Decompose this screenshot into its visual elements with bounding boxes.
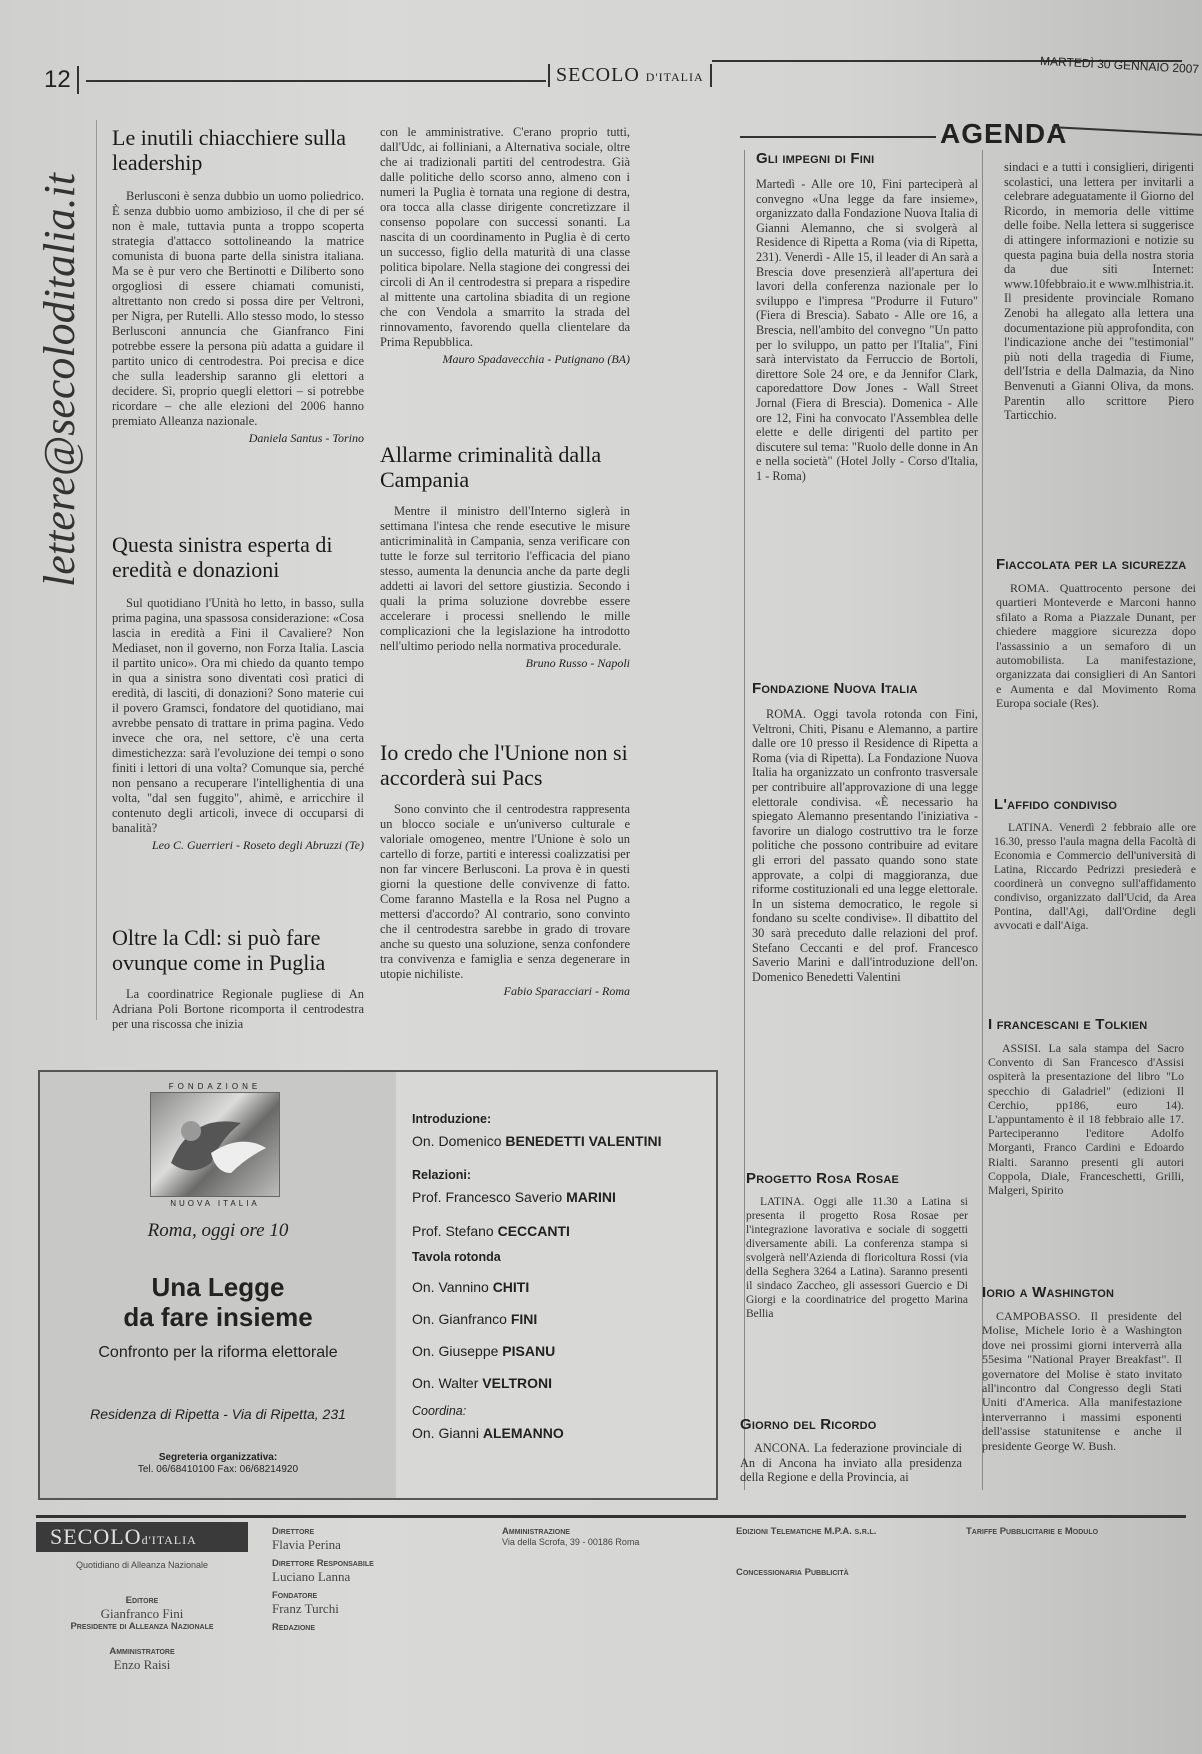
- letter-signature: Mauro Spadavecchia - Putignano (BA): [442, 352, 630, 366]
- letter-title: Le inutili chiacchiere sulla leadership: [112, 125, 346, 175]
- direttore-responsabile-label: Direttore Responsabile: [272, 1558, 374, 1569]
- ad-title-line-2: da fare insieme: [123, 1302, 313, 1332]
- editore-label: Editore: [125, 1595, 159, 1606]
- letter-1: [112, 125, 364, 446]
- ad-subtitle: Confronto per la riforma elettorale: [98, 1344, 338, 1361]
- letter-signature: Fabio Sparacciari - Roma: [503, 984, 630, 998]
- footer-col-print: [736, 1526, 946, 1578]
- editore-role: Presidente di Alleanza Nazionale: [70, 1621, 214, 1632]
- relazioni-label: Relazioni:: [412, 1168, 472, 1182]
- relazioni-speaker: Prof. Francesco Saverio MARINI: [412, 1189, 616, 1205]
- redazione-label: Redazione: [272, 1622, 316, 1633]
- section-heading: I francescani e Tolkien: [988, 1016, 1148, 1033]
- section-body: Martedì - Alle ore 10, Fini parteciperà al convegno «Una legge da fare insieme», organizzato dalla Fondazione Nuova Italia di Gianni Alemanno, che si svolgerà al Residence di Ripetta a Roma (via di Ripetta, 231). Venerdì - Alle 15, il leader di An sarà a Brescia dove presenzierà all'apertura dei lavori della conferenza nazionale per lo sviluppo e l'impresa "Produrre il Futuro" (Fiera di Brescia). Sabato - Alle ore 16, a Brescia, nell'ambito del convegno "Un patto per lo sviluppo, un patto per l'Italia", Fini sarà intervistato da Ferruccio de Bortoli, direttore Sole 24 ore, e da Jennifor Clark, caporedattore Dow Jones - Wall Street Jornal (Fiera di Brescia). Domenica - Alle ore 12, Fini ha convocato l'Assemblea delle elette e delle dirigenti del partito per discutere sul tema: "Ruolo delle donne in An e nella società" (Hotel Jolly - Corso d'Italia, 1 - Roma): [756, 177, 978, 483]
- letter-title: Io credo che l'Unione non si accorderà sui Pacs: [380, 740, 628, 790]
- agenda-affido: [994, 796, 1196, 933]
- agenda-francescani: [988, 1016, 1184, 1197]
- agenda-iorio: [982, 1284, 1182, 1453]
- pubblicita-label: Concessionaria Pubblicità: [736, 1567, 849, 1578]
- letter-3-continued: [380, 125, 630, 367]
- section-body: ROMA. Oggi tavola rotonda con Fini, Veltroni, Chiti, Pisanu e Alemanno, a partire dalle ore 10 presso il Residence di Ripetta a Roma (via di Ripetta). La Fondazione Nuova Italia ha organizzato un confronto trasversale per contribuire all'approvazione di una legge elettorale condivisa. «È necessario ha spiegato Alemanno presentando l'iniziativa - favorire un dialogo costruttivo tra le forze politiche che possono contribuire ad evitare gli errori del passato quando sono state approvate, a colpi di maggioranza, due riforme costituzionali ed una legge elettorale. In un sistema democratico, le regole si fondano su scelte condivise». Il dibattito del 30 sarà preceduto dalle relazioni del prof. Stefano Ceccanti e del prof. Francesco Saverio Marini e dall'introduzione dell'on. Domenico Benedetti Valentini: [752, 707, 978, 984]
- letter-3: [112, 925, 364, 1032]
- section-heading: Fiaccolata per la sicurezza: [996, 556, 1187, 573]
- section-heading: Progetto Rosa Rosae: [746, 1170, 900, 1187]
- letters-email-label: lettere@secoloditalia.it: [35, 173, 84, 587]
- fondazione-logo: [150, 1092, 280, 1197]
- agenda-rule-left: [740, 136, 936, 138]
- logo-top-text: FONDAZIONE: [168, 1082, 262, 1091]
- letter-title: Questa sinistra esperta di eredità e donazioni: [112, 532, 333, 582]
- section-body: ASSISI. La sala stampa del Sacro Convento di San Francesco d'Assisi ospiterà la presentazione del libro "Lo specchio di Galadriel" (edizioni Il Cerchio, pp186, euro 14). L'appuntamento è il 18 febbraio alle 17. Parteciperanno l'editore Adolfo Morganti, Franco Cardini e Edoardo Rialti. Saranno presenti gli autori Coppola, Diale, Franceschetti, Grilli, Malgeri, Spirito: [988, 1041, 1184, 1198]
- letter-5: [380, 740, 630, 999]
- ad-speakers: [412, 1102, 712, 1444]
- logo-bottom-text: NUOVA ITALIA: [170, 1199, 260, 1208]
- amministrazione-label: Amministrazione: [502, 1526, 570, 1537]
- footer-col-rates: [966, 1526, 1176, 1537]
- ad-secretariat-label: Segreteria organizzativa:: [158, 1452, 278, 1463]
- amministrazione-address: Via della Scrofa, 39 - 00186 Roma: [502, 1537, 640, 1547]
- ad-title: [40, 1272, 396, 1332]
- agenda-rosa: [746, 1170, 968, 1321]
- letter-signature: Daniela Santus - Torino: [248, 431, 364, 445]
- section-body: LATINA. Venerdì 2 febbraio alle ore 16.30, presso l'aula magna della Facoltà di Economia e Commercio dell'università di Latina, Riccardo Pedrizzi presiederà e coordinerà un convegno sull'affidamento condiviso, organizzato dall'Ucid, da Area Pontina, dall'Agi, dall'Ordine degli avvocati e dall'Aiga.: [994, 822, 1196, 932]
- section-heading: L'affido condiviso: [994, 796, 1118, 813]
- letter-signature: Bruno Russo - Napoli: [525, 656, 630, 670]
- amministratore-name: Enzo Raisi: [113, 1657, 171, 1672]
- footer-logo: [36, 1522, 248, 1552]
- letter-body: Sul quotidiano l'Unità ho letto, in basso, sulla prima pagina, una spassosa considerazione: «Cosa lascia in eredità a Fini il Cavaliere? Non Mediaset, non il governo, non Forza Italia. Lascia il partito unico». Ora mi chiedo da quanto tempo in qua a sinistra sono diventati così pratici di eredità, di lasciti, di donazioni? Sono materie cui il povero Gramsci, fondatore del quotidiano, mai avrebbe pensato di trattare in prima pagina. Vedo invece che ora, nel settore, c'è una certa dimestichezza: sarà l'evoluzione dei tempi o sono finiti i lettori di una volta? Comunque sia, perché non pensano a recuperare l'intellighentia di una volta, "dal sen fuggito", ahimè, e arricchire il contenuto degli articoli, invece di occuparsi di banalità?: [112, 596, 365, 835]
- ad-venue: Residenza di Ripetta - Via di Ripetta, 231: [90, 1406, 346, 1422]
- section-body: sindaci e a tutti i consiglieri, dirigenti scolastici, una lettera per invitarli a celebrare adeguatamente il Giorno del Ricordo, in memoria delle vittime delle foibe. Nella lettera si suggerisce di attingere informazioni e notizie su questa pagina buia della nostra storia da due siti Internet: www.10febbraio.it e www.mlhistria.it. Il presidente provinciale Romano Zenobi ha allegato alla lettera una documentazione più approfondita, con l'indicazione anche dei "testimonial" più noti della tragedia di Fiume, dell'Istria e della Dalmazia, da Nino Benvenuti a Gianni Oliva, da mons. Parentin allo scrittore Piero Tarticchio.: [1004, 160, 1194, 423]
- section-heading: Giorno del Ricordo: [740, 1416, 877, 1433]
- agenda-column-rule: [744, 150, 745, 1490]
- tariffe-label: Tariffe Pubblicitarie e Modulo: [966, 1526, 1099, 1537]
- ad-secretariat-phone: Tel. 06/68410100 Fax: 06/68214920: [137, 1464, 299, 1475]
- masthead-suffix: D'ITALIA: [645, 70, 704, 84]
- ad-title-line-1: Una Legge: [151, 1272, 285, 1302]
- tavola-speaker: On. Giuseppe PISANU: [412, 1343, 556, 1359]
- section-heading: Gli impegni di Fini: [756, 150, 875, 167]
- section-body: ROMA. Quattrocento persone dei quartieri Monteverde e Marconi hanno sfilato a Roma a Piazzale Dunant, per chiedere maggiore sicurezza dopo l'assassinio a un semaforo di un automobilista. La manifestazione, organizzata dai consiglieri di An Santori e Aumenta e dal Movimento Roma Europa sociale (Res).: [996, 581, 1196, 711]
- agenda-ricordo-continued: [1004, 160, 1194, 423]
- colophon: [36, 1520, 1186, 1720]
- masthead: [548, 64, 712, 87]
- section-heading: Fondazione Nuova Italia: [752, 680, 918, 697]
- letter-title: Oltre la Cdl: si può fare ovunque come in Puglia: [112, 925, 326, 975]
- ad-secretariat: [40, 1452, 396, 1476]
- letter-4: [380, 442, 630, 671]
- agenda-impegni: [756, 150, 978, 483]
- fondatore-label: Fondatore: [272, 1590, 318, 1601]
- section-body: CAMPOBASSO. Il presidente del Molise, Michele Iorio è a Washington dove nei prossimi giorni interverrà alla 55esima "National Prayer Breakfast". Il governatore del Molise è stato invitato all'incontro dal Congresso degli Stati Uniti d'America. Alla manifestazione interverranno i massimi esponenti dell'assise statunitense e anche il presidente George W. Bush.: [982, 1309, 1182, 1453]
- section-body: ANCONA. La federazione provinciale di An di Ancona ha inviato alla presidenza della Regione e della Provincia, ai: [740, 1441, 962, 1485]
- editore-name: Gianfranco Fini: [100, 1606, 184, 1621]
- ad-left-panel: [40, 1072, 396, 1498]
- letter-title: Allarme criminalità dalla Campania: [380, 442, 602, 492]
- section-heading: Iorio a Washington: [982, 1284, 1115, 1301]
- footer-col-admin: [502, 1526, 722, 1548]
- header-rule-left: [86, 80, 546, 82]
- agenda-fondazione: [752, 680, 978, 984]
- footer-col-publisher: [36, 1560, 248, 1678]
- page-number: 12: [44, 66, 79, 94]
- column-rule: [96, 120, 97, 1020]
- amministratore-label: Amministratore: [109, 1646, 175, 1657]
- footer-logo-name: SECOLO: [50, 1524, 142, 1549]
- agenda-fiaccolata: [996, 556, 1196, 711]
- stampa-label: Edizioni Telematiche M.P.A. s.r.l.: [736, 1526, 877, 1537]
- intro-label: Introduzione:: [412, 1112, 492, 1126]
- footer-col-direction: [272, 1526, 472, 1633]
- event-advertisement: [38, 1070, 718, 1500]
- ad-date-time: Roma, oggi ore 10: [147, 1220, 289, 1241]
- letter-2: [112, 532, 364, 853]
- letter-body: Mentre il ministro dell'Interno siglerà in settimana l'intesa che rende esecutive le misure anticriminalità in Campania, senza verificare con tutte le forze sul territorio l'efficacia del piano stesso, aumenta la denuncia anche da parte degli addetti ai lavori del settore giustizia. Secondo i quali la prima soluzione dovrebbe essere accelerare i processi snellendo le mille complicazioni che la legislazione ha introdotto nell'ultimo periodo nella normativa procedurale.: [380, 504, 630, 653]
- agenda-title: AGENDA: [940, 118, 1068, 149]
- fondatore-name: Franz Turchi: [272, 1601, 339, 1616]
- issue-date: MARTEDÌ 30 GENNAIO 2007: [1039, 53, 1200, 77]
- agenda-rule-right: [1052, 126, 1202, 136]
- coordina-speaker: On. Gianni ALEMANNO: [412, 1425, 564, 1441]
- letter-body: Sono convinto che il centrodestra rappresenta un blocco sociale e un'universo culturale e valoriale omogeneo, mentre l'Unione è solo un cartello di forze, partiti e interessi coalizzatisi per non far vincere Berlusconi. La prova è in questi giorni la questione delle convivenze di fatto. Come faranno Mastella e la Rosa nel Pugno a mettersi d'accordo? Al contrario, sono convinto che il centrodestra sarebbe in grado di trovare anche su questo una soluzione, senza confondere tra convivenza e famiglia e senza degenerare in utopie nichiliste.: [380, 802, 630, 981]
- relazioni-speaker: Prof. Stefano CECCANTI: [412, 1223, 570, 1239]
- letter-body: Berlusconi è senza dubbio un uomo poliedrico. È senza dubbio uomo ambizioso, il che di per sé non è male, tuttavia punta a troppo scoperta strategia d'attacco sottolineando la matrice comunista di buona parte della sinistra italiana. Ma se è pur vero che Bertinotti e Diliberto sono orgogliosi di essere chiamati comunisti, altrettanto non credo si possa dire per Veltroni, per Nigra, per Rutelli. Allo stesso modo, lo stesso Berlusconi annuncia che Gianfranco Fini potrebbe essere la persona più adatta a guidare il partito unico di centrodestra. Poi precisa e dice che sulla leadership saranno gli elettori a decidere. Sì, proprio quegli elettori – si potrebbe ricordare – che alle elezioni del 2006 hanno premiato Alleanza nazionale.: [112, 189, 364, 428]
- letter-body: La coordinatrice Regionale pugliese di An Adriana Poli Bortone ricomporta il centrodestra per una riscossa che inizia: [112, 987, 364, 1031]
- direttore-label: Direttore: [272, 1526, 315, 1537]
- direttore-responsabile-name: Luciano Lanna: [272, 1569, 351, 1584]
- tavola-speaker: On. Walter VELTRONI: [412, 1375, 553, 1391]
- intro-speaker: On. Domenico BENEDETTI VALENTINI: [412, 1133, 662, 1149]
- footer-logo-suffix: d'ITALIA: [141, 1533, 197, 1547]
- tavola-speaker: On. Vannino CHITI: [412, 1279, 530, 1295]
- footer-org: Quotidiano di Alleanza Nazionale: [75, 1560, 209, 1570]
- tavola-speaker: On. Gianfranco FINI: [412, 1311, 538, 1327]
- direttore-name: Flavia Perina: [272, 1537, 341, 1552]
- dove-logo-icon: [151, 1093, 281, 1198]
- agenda-ricordo: [740, 1416, 962, 1485]
- masthead-name: SECOLO: [556, 64, 640, 86]
- letter-body: con le amministrative. C'erano proprio tutti, dall'Udc, ai folliniani, a Alternativa sociale, oltre che ai tradizionali partiti del centrodestra. Già dalle politiche dello scorso anno, almeno con i numeri la Puglia è tornata una regione di destra, ora tocca alla classe dirigente concretizzare il consenso popolare con successi sonanti. La nascita di un coordinamento in Puglia è di certo un successo, figlio della maturità di una classe politica bipolare. Nella stagione dei congressi dei circoli di An il centrodestra si prepara a rispedire al mittente una cartolina sbiadita di un regione che con Vendola a smarrito la strada del rinnovamento, favorendo quella clientelare da Prima Repubblica.: [380, 125, 630, 349]
- letter-signature: Leo C. Guerrieri - Roseto degli Abruzzi (Te): [152, 838, 364, 852]
- tavola-label: Tavola rotonda: [412, 1250, 501, 1264]
- footer-rule: [36, 1515, 1186, 1518]
- coordina-label: Coordina:: [412, 1404, 467, 1418]
- section-body: LATINA. Oggi alle 11.30 a Latina si presenta il progetto Rosa Rosae per l'integrazione lavorativa e sociale di soggetti diversamente abili. La conferenza stampa si svolgerà nell'Azienda di floricoltura Rossi (via della Seghera 3264 a Latina). Saranno presenti il sindaco Zaccheo, gli assessori Guercio e Di Giorgi e la coordinatrice del progetto Marina Bellia: [746, 1196, 968, 1320]
